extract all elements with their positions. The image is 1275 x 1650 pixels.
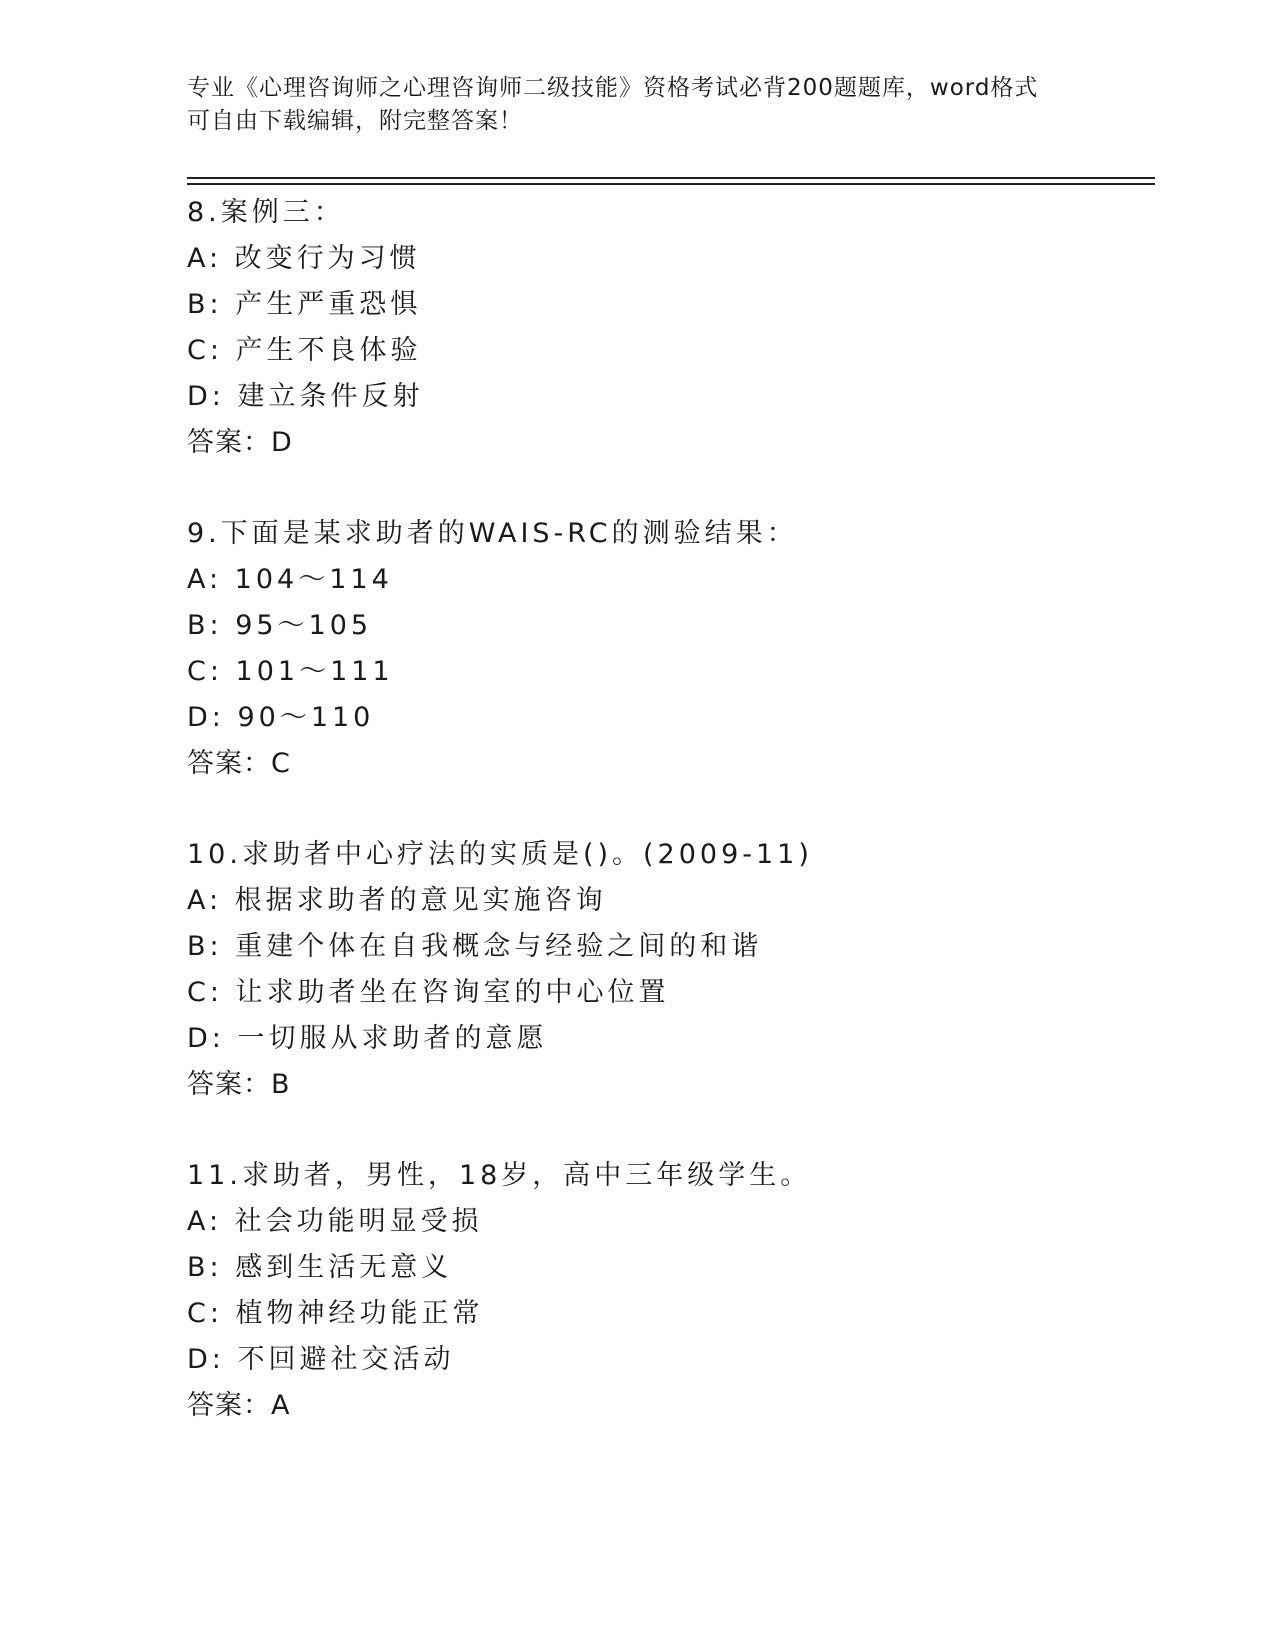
header-line-1: 专业《心理咨询师之心理咨询师二级技能》资格考试必背200题题库，word格式 (187, 75, 1039, 101)
question-spacer (187, 466, 1147, 511)
option-d: D: 建立条件反射 (187, 381, 424, 412)
header-divider-top (187, 177, 1155, 179)
document-header (187, 72, 1087, 138)
question-spacer (187, 787, 1147, 832)
option-d: D: 一切服从求助者的意愿 (187, 1023, 548, 1054)
option-c: C: 产生不良体验 (187, 335, 422, 366)
question-stem: 9.下面是某求助者的WAIS-RC的测验结果： (187, 518, 798, 549)
option-a: A: 104～114 (187, 564, 393, 595)
question-list (187, 190, 1147, 1429)
option-c: C: 让求助者坐在咨询室的中心位置 (187, 977, 670, 1008)
answer: 答案：D (187, 427, 293, 458)
question-11 (187, 1153, 1147, 1429)
question-8 (187, 190, 1147, 466)
option-a: A: 社会功能明显受损 (187, 1206, 483, 1237)
option-b: B: 95～105 (187, 610, 373, 641)
answer: 答案：A (187, 1390, 291, 1421)
answer: 答案：C (187, 748, 291, 779)
option-c: C: 101～111 (187, 656, 394, 687)
question-spacer (187, 1108, 1147, 1153)
header-line-2: 可自由下载编辑，附完整答案！ (187, 108, 523, 134)
question-9 (187, 511, 1147, 787)
question-stem: 8.案例三： (187, 197, 345, 228)
header-divider-bottom (187, 183, 1155, 185)
option-b: B: 重建个体在自我概念与经验之间的和谐 (187, 931, 763, 962)
option-a: A: 改变行为习惯 (187, 243, 421, 274)
option-a: A: 根据求助者的意见实施咨询 (187, 885, 607, 916)
option-c: C: 植物神经功能正常 (187, 1298, 484, 1329)
option-b: B: 感到生活无意义 (187, 1252, 453, 1283)
option-d: D: 不回避社交活动 (187, 1344, 455, 1375)
option-b: B: 产生严重恐惧 (187, 289, 422, 320)
question-stem: 11.求助者，男性，18岁，高中三年级学生。 (187, 1160, 812, 1191)
answer: 答案：B (187, 1069, 291, 1100)
question-stem: 10.求助者中心疗法的实质是()。(2009-11) (187, 839, 813, 870)
option-d: D: 90～110 (187, 702, 375, 733)
question-10 (187, 832, 1147, 1108)
